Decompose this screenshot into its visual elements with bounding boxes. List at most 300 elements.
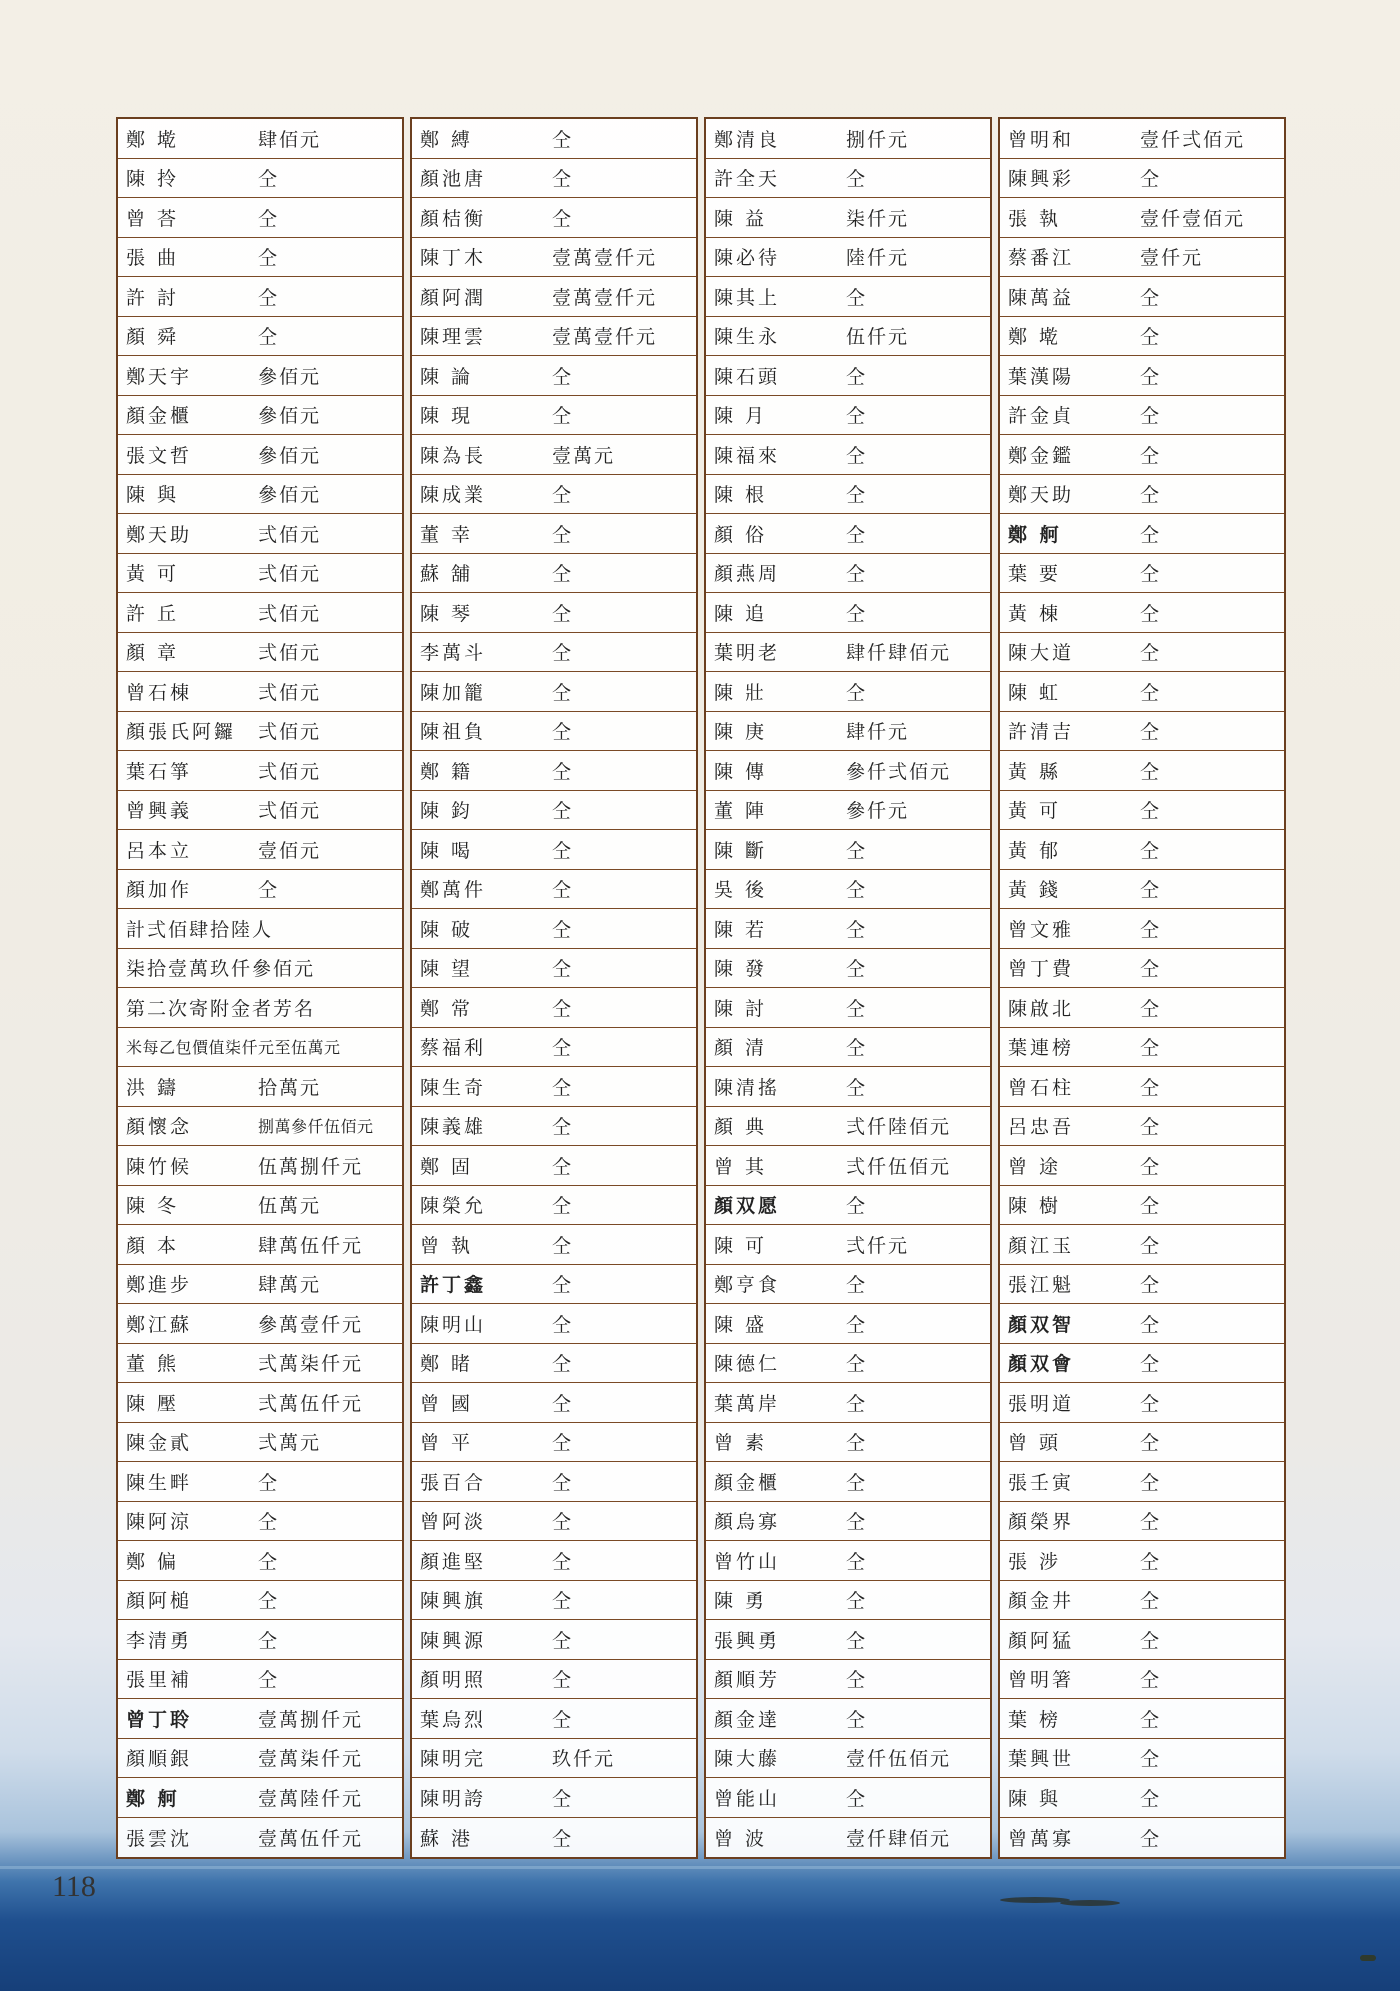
donor-name: 張壬寅 (1008, 1471, 1075, 1494)
donor-name: 鄭 墘 (1008, 326, 1062, 349)
donor-row (412, 356, 696, 396)
donor-name: 陳 庚 (714, 721, 768, 744)
donation-amount: 壹萬陸仟元 (258, 1787, 364, 1810)
donor-name: 曾 國 (420, 1392, 474, 1415)
donor-row (706, 593, 990, 633)
donor-name: 鄭 舸 (1008, 523, 1062, 546)
donation-amount: 仝 (846, 563, 868, 586)
donor-row (1000, 1344, 1284, 1384)
donor-name: 曾 執 (420, 1234, 474, 1257)
donor-name: 陳 追 (714, 602, 768, 625)
donor-row (118, 672, 402, 712)
donor-name: 陳 破 (420, 918, 474, 941)
donor-name: 陳德仁 (714, 1353, 781, 1376)
donation-amount: 仝 (552, 1669, 574, 1692)
donor-row (412, 593, 696, 633)
donor-row (1000, 435, 1284, 475)
donor-name: 陳 壓 (126, 1392, 180, 1415)
donor-row (706, 1620, 990, 1660)
donation-amount: 肆萬伍仟元 (258, 1234, 364, 1257)
donor-row (1000, 791, 1284, 831)
donor-row (706, 672, 990, 712)
donor-row (706, 1146, 990, 1186)
donor-name: 陳石頭 (714, 365, 781, 388)
donor-name: 顏 章 (126, 642, 180, 665)
donor-name: 董 熊 (126, 1353, 180, 1376)
donor-name: 曾竹山 (714, 1550, 781, 1573)
donation-amount: 仝 (258, 1511, 280, 1534)
donor-row (412, 1462, 696, 1502)
donor-row (1000, 1067, 1284, 1107)
donor-row (118, 593, 402, 633)
donor-row (706, 1423, 990, 1463)
donor-row (118, 514, 402, 554)
donation-amount: 弍萬伍仟元 (258, 1392, 364, 1415)
donation-amount: 仝 (1140, 879, 1162, 902)
donation-amount: 仝 (846, 484, 868, 507)
donor-row (706, 1225, 990, 1265)
donor-name: 鄭萬件 (420, 879, 487, 902)
donation-amount: 仝 (1140, 602, 1162, 625)
donor-name: 陳必待 (714, 247, 781, 270)
donor-row (706, 119, 990, 159)
donor-row (118, 633, 402, 673)
donor-name: 陳義雄 (420, 1116, 487, 1139)
donation-amount: 仝 (1140, 1234, 1162, 1257)
donor-row (412, 1067, 696, 1107)
donor-name: 陳加籠 (420, 681, 487, 704)
donation-amount: 仝 (258, 207, 280, 230)
donation-amount: 仝 (1140, 1669, 1162, 1692)
donor-row (118, 475, 402, 515)
donor-name: 黃 縣 (1008, 760, 1062, 783)
donor-name: 董 陣 (714, 800, 768, 823)
donor-name: 蘇 舖 (420, 563, 474, 586)
donor-name: 鄭 墘 (126, 128, 180, 151)
donation-amount: 肆仟肆佰元 (846, 642, 952, 665)
donation-amount: 仝 (552, 839, 574, 862)
donor-row (1000, 949, 1284, 989)
donor-name: 許 丘 (126, 602, 180, 625)
donation-amount: 仝 (552, 879, 574, 902)
donation-amount: 仝 (258, 1669, 280, 1692)
donation-amount: 仝 (846, 365, 868, 388)
donor-row (1000, 1541, 1284, 1581)
donor-row (706, 238, 990, 278)
donor-row (1000, 1818, 1284, 1858)
donor-name: 曾 平 (420, 1432, 474, 1455)
donation-amount: 仝 (1140, 484, 1162, 507)
donor-row (412, 909, 696, 949)
donor-row (706, 751, 990, 791)
donation-amount: 參佰元 (258, 444, 322, 467)
donor-row (118, 1739, 402, 1779)
donor-row (412, 1225, 696, 1265)
donor-name: 顏双智 (1008, 1313, 1075, 1336)
donation-amount: 仝 (552, 1313, 574, 1336)
donation-amount: 仝 (1140, 1155, 1162, 1178)
donor-name: 張雲沈 (126, 1827, 193, 1850)
donation-amount: 仝 (1140, 958, 1162, 981)
donation-amount: 捌萬參仟伍佰元 (258, 1117, 374, 1137)
donation-amount: 仝 (258, 247, 280, 270)
donor-row (1000, 988, 1284, 1028)
donor-name: 鄭江蘇 (126, 1313, 193, 1336)
donor-row (412, 949, 696, 989)
donor-name: 李萬斗 (420, 642, 487, 665)
donation-amount: 仝 (1140, 168, 1162, 191)
donor-name: 鄭 縛 (420, 128, 474, 151)
donor-name: 張明道 (1008, 1392, 1075, 1415)
donation-amount: 弍萬柒仟元 (258, 1353, 364, 1376)
donor-name: 許清吉 (1008, 721, 1075, 744)
donor-name: 顏明照 (420, 1669, 487, 1692)
donor-name: 張興勇 (714, 1629, 781, 1652)
donation-amount: 仝 (1140, 1353, 1162, 1376)
donation-amount: 仝 (552, 523, 574, 546)
donation-amount: 仝 (1140, 1748, 1162, 1771)
donor-name: 陳 與 (126, 484, 180, 507)
donor-name: 陳 冬 (126, 1195, 180, 1218)
donor-row (412, 1739, 696, 1779)
donor-row (412, 1107, 696, 1147)
donation-amount: 壹萬壹仟元 (552, 247, 658, 270)
donor-row (118, 1620, 402, 1660)
donation-amount: 弍佰元 (258, 800, 322, 823)
donation-amount: 仝 (846, 879, 868, 902)
donation-amount: 仝 (1140, 1550, 1162, 1573)
donor-name: 許金貞 (1008, 405, 1075, 428)
donor-name: 陳生奇 (420, 1076, 487, 1099)
donor-row (706, 1778, 990, 1818)
donation-amount: 壹佰元 (258, 839, 322, 862)
donor-row (412, 672, 696, 712)
donor-row (118, 1383, 402, 1423)
donor-row (1000, 1265, 1284, 1305)
donor-name: 陳其上 (714, 286, 781, 309)
donor-name: 陳丁木 (420, 247, 487, 270)
donation-amount: 仝 (846, 1037, 868, 1060)
donor-row (412, 435, 696, 475)
donor-row (1000, 751, 1284, 791)
donation-amount: 仝 (552, 128, 574, 151)
donor-row (1000, 514, 1284, 554)
donor-row (118, 830, 402, 870)
donation-amount: 仝 (1140, 1708, 1162, 1731)
donor-name: 顏阿潤 (420, 286, 487, 309)
donor-name: 陳明完 (420, 1748, 487, 1771)
donor-row (706, 1660, 990, 1700)
donor-name: 陳 拎 (126, 168, 180, 191)
donor-name: 曾 波 (714, 1827, 768, 1850)
donor-name: 董 幸 (420, 523, 474, 546)
donor-name: 陳 討 (714, 997, 768, 1020)
horizon-line (0, 1866, 1400, 1869)
donor-row (1000, 277, 1284, 317)
donor-name: 葉明老 (714, 642, 781, 665)
donation-amount: 仝 (1140, 839, 1162, 862)
donor-row (118, 238, 402, 278)
donor-name: 顏 舜 (126, 326, 180, 349)
donation-amount: 壹萬捌仟元 (258, 1708, 364, 1731)
donor-name: 陳 若 (714, 918, 768, 941)
donor-row (118, 1146, 402, 1186)
donor-name: 蔡番江 (1008, 247, 1075, 270)
donor-row (412, 791, 696, 831)
donation-amount: 仝 (552, 168, 574, 191)
donor-name: 葉興世 (1008, 1748, 1075, 1771)
donor-name: 鄭 舸 (126, 1787, 180, 1810)
donation-amount: 仝 (552, 958, 574, 981)
donor-row (118, 751, 402, 791)
donation-amount: 壹萬壹仟元 (552, 326, 658, 349)
donor-row (1000, 870, 1284, 910)
donor-name: 陳 盛 (714, 1313, 768, 1336)
donor-row (118, 1028, 402, 1068)
donor-name: 陳竹候 (126, 1155, 193, 1178)
donor-row (412, 1778, 696, 1818)
donor-name: 陳福來 (714, 444, 781, 467)
donation-amount: 壹萬壹仟元 (552, 286, 658, 309)
donor-name: 蘇 港 (420, 1827, 474, 1850)
donor-row (1000, 396, 1284, 436)
donor-row (1000, 909, 1284, 949)
donation-amount: 仝 (846, 1195, 868, 1218)
donor-row (412, 1660, 696, 1700)
donation-amount: 仝 (552, 563, 574, 586)
donor-row (412, 1541, 696, 1581)
donation-amount: 肆萬元 (258, 1274, 322, 1297)
donation-amount: 參佰元 (258, 405, 322, 428)
donor-row (118, 317, 402, 357)
donor-row (1000, 238, 1284, 278)
donation-amount: 參仟弍佰元 (846, 760, 952, 783)
donor-name: 顏烏寡 (714, 1511, 781, 1534)
donor-name: 曾丁費 (1008, 958, 1075, 981)
donor-row (118, 1502, 402, 1542)
donor-name: 顏双會 (1008, 1353, 1075, 1376)
donation-amount: 仝 (846, 918, 868, 941)
donor-name: 陳 望 (420, 958, 474, 981)
donation-amount: 仝 (1140, 1432, 1162, 1455)
donor-name: 黃 郁 (1008, 839, 1062, 862)
donor-name: 黃 可 (126, 563, 180, 586)
donation-amount: 弍佰元 (258, 721, 322, 744)
donor-row (412, 1028, 696, 1068)
donor-name: 顏 俗 (714, 523, 768, 546)
donor-name: 陳 根 (714, 484, 768, 507)
donor-row (118, 712, 402, 752)
donor-row (706, 159, 990, 199)
donor-name: 曾石柱 (1008, 1076, 1075, 1099)
donor-name: 顏 典 (714, 1116, 768, 1139)
donation-amount: 仝 (846, 1274, 868, 1297)
donor-row (412, 396, 696, 436)
donation-amount: 仝 (552, 365, 574, 388)
donor-name: 顏榮界 (1008, 1511, 1075, 1534)
donation-amount: 仝 (846, 1392, 868, 1415)
donor-row (412, 1620, 696, 1660)
donation-amount: 仝 (552, 1471, 574, 1494)
donation-amount: 仝 (846, 1590, 868, 1613)
donation-amount: 仝 (846, 1511, 868, 1534)
donor-row (1000, 1739, 1284, 1779)
donation-amount: 仝 (846, 523, 868, 546)
donation-amount: 弍仟元 (846, 1234, 910, 1257)
donor-name: 葉漢陽 (1008, 365, 1075, 388)
donor-name: 黃 錢 (1008, 879, 1062, 902)
donor-name: 鄭天助 (1008, 484, 1075, 507)
donor-row (1000, 1423, 1284, 1463)
donation-amount: 仝 (846, 1313, 868, 1336)
donor-name: 陳 月 (714, 405, 768, 428)
donor-row (118, 949, 402, 989)
donor-row (118, 870, 402, 910)
donor-name: 張文哲 (126, 444, 193, 467)
donor-row (706, 1699, 990, 1739)
donor-row (412, 159, 696, 199)
donor-row (412, 712, 696, 752)
donor-name: 陳為長 (420, 444, 487, 467)
donor-column-4 (998, 117, 1286, 1859)
donor-row (1000, 830, 1284, 870)
donor-row (412, 554, 696, 594)
donation-amount: 仝 (1140, 800, 1162, 823)
donor-row (412, 1502, 696, 1542)
donation-amount: 仝 (846, 681, 868, 704)
donation-amount: 仝 (552, 1708, 574, 1731)
donor-name: 曾 途 (1008, 1155, 1062, 1178)
donor-row (1000, 159, 1284, 199)
donation-amount: 弍佰元 (258, 681, 322, 704)
donor-name: 曾 頭 (1008, 1432, 1062, 1455)
donor-row (706, 712, 990, 752)
donor-name: 顏双愿 (714, 1195, 781, 1218)
donation-amount: 仝 (1140, 918, 1162, 941)
donor-name: 呂本立 (126, 839, 193, 862)
donor-row (412, 1186, 696, 1226)
donor-name: 曾 素 (714, 1432, 768, 1455)
donor-name: 曾萬寡 (1008, 1827, 1075, 1850)
donor-row (1000, 119, 1284, 159)
donation-amount: 仝 (552, 1274, 574, 1297)
donor-name: 鄭進步 (126, 1274, 193, 1297)
donation-amount: 仝 (258, 168, 280, 191)
donation-amount: 仝 (1140, 997, 1162, 1020)
donation-amount: 壹仟元 (1140, 247, 1204, 270)
donor-row (706, 1462, 990, 1502)
donation-amount: 仝 (1140, 365, 1162, 388)
donation-amount: 仝 (1140, 1471, 1162, 1494)
donation-amount: 仝 (846, 1432, 868, 1455)
donor-name: 顏桔衡 (420, 207, 487, 230)
donor-row (706, 198, 990, 238)
donor-row (1000, 1107, 1284, 1147)
donation-amount: 柒仟元 (846, 207, 910, 230)
donor-row (706, 554, 990, 594)
donor-name: 陳大藤 (714, 1748, 781, 1771)
donation-amount: 仝 (846, 1708, 868, 1731)
donor-row (118, 119, 402, 159)
rock-island (1060, 1900, 1120, 1906)
donor-name: 陳興彩 (1008, 168, 1075, 191)
donor-name: 陳 喝 (420, 839, 474, 862)
donor-row (1000, 317, 1284, 357)
donor-row (412, 1344, 696, 1384)
donation-amount: 仝 (552, 721, 574, 744)
donor-name: 顏金井 (1008, 1590, 1075, 1613)
donation-amount: 仝 (552, 207, 574, 230)
donor-name: 陳 斷 (714, 839, 768, 862)
donor-row (412, 1146, 696, 1186)
donation-amount: 拾萬元 (258, 1076, 322, 1099)
donor-row (1000, 475, 1284, 515)
donation-amount: 參佰元 (258, 365, 322, 388)
donor-name: 李清勇 (126, 1629, 193, 1652)
donation-amount: 仝 (552, 1195, 574, 1218)
donor-row (118, 435, 402, 475)
donation-amount: 仝 (846, 1550, 868, 1573)
donor-row (706, 949, 990, 989)
donor-name: 張 執 (1008, 207, 1062, 230)
donor-row (412, 633, 696, 673)
donor-row (706, 475, 990, 515)
donor-name: 陳金貳 (126, 1432, 193, 1455)
donation-amount: 仝 (552, 1787, 574, 1810)
donor-name: 曾明和 (1008, 128, 1075, 151)
donation-amount: 陸仟元 (846, 247, 910, 270)
donor-row (706, 1541, 990, 1581)
donor-name: 陳 現 (420, 405, 474, 428)
donor-column-1 (116, 117, 404, 1859)
donation-amount: 仝 (1140, 444, 1162, 467)
donation-amount: 仝 (1140, 286, 1162, 309)
donor-row (118, 1225, 402, 1265)
donor-row (412, 198, 696, 238)
donor-name: 陳興旗 (420, 1590, 487, 1613)
donation-amount: 仝 (552, 1116, 574, 1139)
donation-amount: 仝 (846, 1076, 868, 1099)
donor-row (118, 1304, 402, 1344)
donation-amount: 弍萬元 (258, 1432, 322, 1455)
donor-row (706, 830, 990, 870)
donation-amount: 仝 (846, 405, 868, 428)
donation-amount: 壹仟弍佰元 (1140, 128, 1246, 151)
donor-name: 曾興義 (126, 800, 193, 823)
donor-row (1000, 198, 1284, 238)
donation-amount: 仝 (258, 286, 280, 309)
donor-row (118, 909, 402, 949)
donor-name: 葉 榜 (1008, 1708, 1062, 1731)
donor-row (412, 751, 696, 791)
donor-row (118, 554, 402, 594)
donor-row (1000, 1146, 1284, 1186)
donor-row (1000, 672, 1284, 712)
donor-row (706, 1067, 990, 1107)
donor-row (706, 909, 990, 949)
donor-name: 顏 清 (714, 1037, 768, 1060)
donation-amount: 仝 (1140, 1827, 1162, 1850)
donor-row (412, 870, 696, 910)
donor-row (1000, 1778, 1284, 1818)
donation-amount: 壹仟伍佰元 (846, 1748, 952, 1771)
donor-row (706, 633, 990, 673)
donor-name: 曾能山 (714, 1787, 781, 1810)
donation-amount: 仝 (552, 642, 574, 665)
donor-name: 陳明山 (420, 1313, 487, 1336)
donor-name: 吳 後 (714, 879, 768, 902)
donor-name: 鄭 睹 (420, 1353, 474, 1376)
